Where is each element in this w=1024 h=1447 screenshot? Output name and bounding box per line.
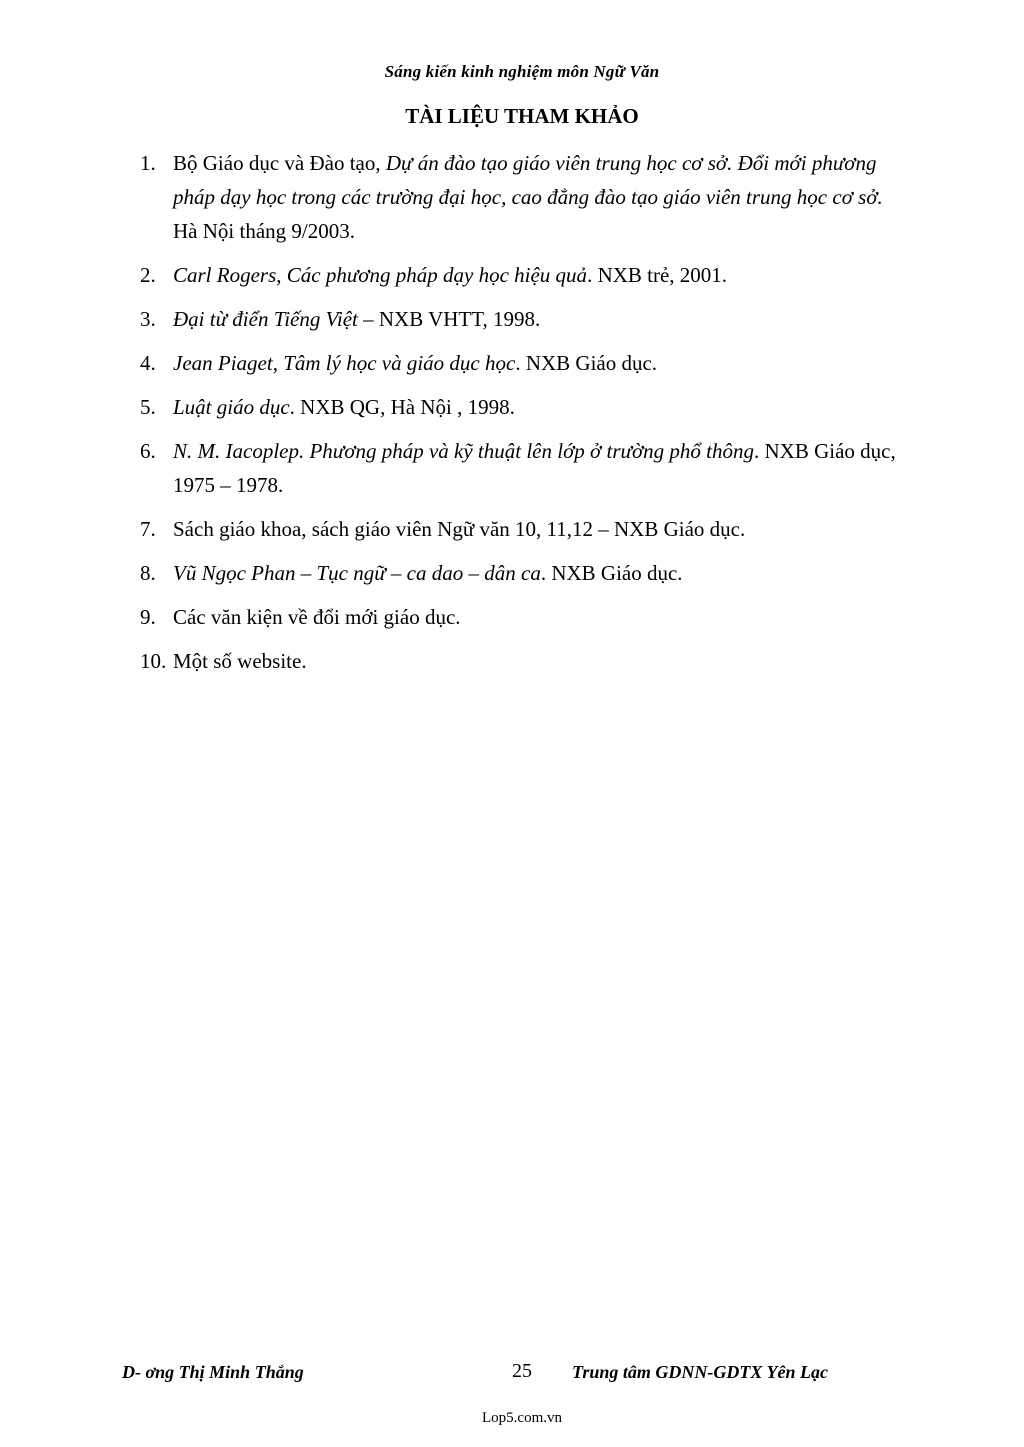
reference-text [173, 258, 910, 292]
reference-item-4 [140, 346, 910, 380]
page-footer [0, 1360, 1024, 1390]
reference-part: . NXB Giáo dục. [540, 561, 683, 585]
reference-part: Một số website. [173, 649, 307, 673]
reference-part: N. M. Iacoplep. Phương pháp và kỹ thuật lên lớp ở trường phổ thông [173, 439, 754, 463]
reference-text [173, 556, 910, 590]
reference-item-3 [140, 302, 910, 336]
reference-number: 5. [140, 395, 156, 419]
footer-author: D- ơng Thị Minh Thắng [122, 1362, 304, 1382]
reference-part: . NXB trẻ, 2001. [587, 263, 728, 287]
reference-number: 7. [140, 517, 156, 541]
reference-part: Luật giáo dục [173, 395, 290, 419]
page-header: Sáng kiến kinh nghiệm môn Ngữ Văn [384, 62, 660, 81]
reference-number: 9. [140, 605, 156, 629]
reference-list [140, 146, 910, 688]
reference-part: Carl Rogers [173, 263, 277, 287]
reference-item-7 [140, 512, 910, 546]
reference-number: 6. [140, 439, 156, 463]
reference-text [173, 434, 910, 502]
reference-item-5 [140, 390, 910, 424]
reference-number: 2. [140, 263, 156, 287]
reference-part: Dự án đào tạo giáo viên trung học cơ sở. Đổi mới phương pháp dạy học trong các trường đại học, cao đẳng đào tạo giáo viên trung học cơ sở. [173, 151, 883, 209]
reference-part: Hà Nội tháng 9/2003. [173, 219, 355, 243]
reference-number: 4. [140, 351, 156, 375]
reference-part: Các phương pháp dạy học hiệu quả [286, 263, 588, 287]
reference-number: 10. [140, 649, 167, 673]
site-watermark: Lop5.com.vn [482, 1410, 562, 1426]
reference-text [173, 346, 910, 380]
reference-part: – NXB VHTT, 1998. [357, 307, 541, 331]
reference-part: Đại từ điển Tiếng Việt [173, 307, 358, 331]
reference-item-9 [140, 600, 910, 634]
reference-text [173, 644, 910, 678]
reference-part: Vũ Ngọc Phan – Tục ngữ – ca dao – dân ca [173, 561, 541, 585]
reference-item-10 [140, 644, 910, 678]
reference-part: Sách giáo khoa, sách giáo viên Ngữ văn 10, 11,12 – NXB Giáo dục. [173, 517, 746, 541]
reference-number: 1. [140, 151, 156, 175]
reference-item-2 [140, 258, 910, 292]
reference-text [173, 302, 910, 336]
reference-part: . NXB Giáo dục. [515, 351, 658, 375]
reference-number: 3. [140, 307, 156, 331]
reference-part: . NXB QG, Hà Nội , 1998. [289, 395, 515, 419]
reference-text [173, 390, 910, 424]
reference-part: Jean Piaget, Tâm lý học và giáo dục học [173, 351, 516, 375]
reference-text [173, 146, 910, 248]
reference-part: Bộ Giáo dục và Đào tạo, [173, 151, 386, 175]
page-number: 25 [512, 1360, 532, 1382]
reference-part: Các văn kiện về đổi mới giáo dục. [173, 605, 461, 629]
reference-item-8 [140, 556, 910, 590]
reference-item-1 [140, 146, 910, 248]
footer-center-name: Trung tâm GDNN-GDTX Yên Lạc [572, 1362, 828, 1382]
page-title: TÀI LIỆU THAM KHẢO [405, 104, 639, 128]
reference-item-6 [140, 434, 910, 502]
reference-number: 8. [140, 561, 156, 585]
reference-text [173, 600, 910, 634]
reference-text [173, 512, 910, 546]
reference-part: , [276, 263, 287, 287]
reference-part: . NXB Giáo dục, 1975 – 1978. [173, 439, 896, 497]
